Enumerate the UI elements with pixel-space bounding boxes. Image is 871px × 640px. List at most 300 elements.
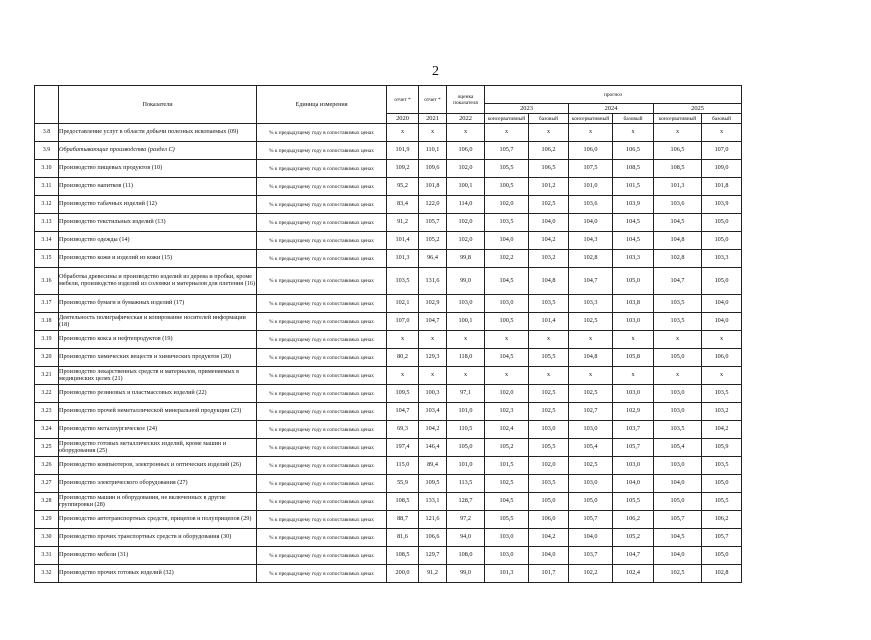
row-value: 105,0 <box>529 493 569 511</box>
forecast-table <box>34 85 742 583</box>
row-value: 106,2 <box>613 511 654 529</box>
table-header <box>35 86 742 124</box>
row-value: 102,5 <box>654 565 702 583</box>
row-value: 104,0 <box>569 529 613 547</box>
row-indicator-name: Производство табачных изделий (12) <box>59 196 257 214</box>
row-unit: % к предыдущему году в сопоставимых ценах <box>257 250 387 268</box>
row-value: 101,3 <box>654 178 702 196</box>
row-value: 101,8 <box>419 178 447 196</box>
row-value: 104,3 <box>569 232 613 250</box>
table-row <box>35 124 742 142</box>
row-value: 106,5 <box>529 160 569 178</box>
row-code: 3.15 <box>35 250 59 268</box>
row-value: x <box>419 124 447 142</box>
row-value: 122,0 <box>419 196 447 214</box>
row-unit: % к предыдущему году в сопоставимых ценах <box>257 232 387 250</box>
row-value: x <box>447 124 485 142</box>
table-row <box>35 313 742 331</box>
header-year-2025: 2025 <box>654 104 742 114</box>
row-indicator-name: Производство бумаги и бумажных изделий (17) <box>59 295 257 313</box>
row-value: 102,3 <box>485 403 529 421</box>
table-row <box>35 457 742 475</box>
row-value: 197,4 <box>387 439 419 457</box>
header-base-2025: базовый <box>702 114 742 124</box>
row-value: 101,5 <box>613 178 654 196</box>
table-row <box>35 421 742 439</box>
row-value: 103,0 <box>613 457 654 475</box>
header-conservative-2024: консервативный <box>569 114 613 124</box>
page-number: 2 <box>432 64 439 79</box>
row-value: 104,0 <box>654 475 702 493</box>
row-indicator-name: Производство одежды (14) <box>59 232 257 250</box>
row-value: 103,3 <box>613 250 654 268</box>
row-unit: % к предыдущему году в сопоставимых ценах <box>257 475 387 493</box>
row-code: 3.14 <box>35 232 59 250</box>
row-unit: % к предыдущему году в сопоставимых ценах <box>257 493 387 511</box>
row-value: 103,3 <box>702 250 742 268</box>
table-row <box>35 547 742 565</box>
row-value: 109,5 <box>419 475 447 493</box>
row-value: x <box>447 331 485 349</box>
row-unit: % к предыдущему году в сопоставимых ценах <box>257 529 387 547</box>
row-value: 105,9 <box>702 439 742 457</box>
row-value: 105,5 <box>485 160 529 178</box>
row-value: x <box>569 367 613 385</box>
row-value: 107,0 <box>387 313 419 331</box>
row-indicator-name: Производство готовых металлических изделий, кроме машин и оборудования (25) <box>59 439 257 457</box>
row-value: 103,5 <box>387 268 419 295</box>
row-value: 105,2 <box>485 439 529 457</box>
row-code: 3.25 <box>35 439 59 457</box>
row-value: 104,7 <box>419 313 447 331</box>
row-indicator-name: Производство прочей неметаллической минеральной продукции (23) <box>59 403 257 421</box>
row-indicator-name: Производство лекарственных средств и материалов, применяемых в медицинских целях (21) <box>59 367 257 385</box>
row-value: 103,5 <box>529 295 569 313</box>
row-value: 102,5 <box>529 385 569 403</box>
row-indicator-name: Производство напитков (11) <box>59 178 257 196</box>
row-value: 101,0 <box>447 403 485 421</box>
row-value: 114,0 <box>447 196 485 214</box>
row-value: 105,7 <box>613 439 654 457</box>
row-value: 99,0 <box>447 268 485 295</box>
row-value: 104,7 <box>387 403 419 421</box>
row-value: 99,0 <box>447 565 485 583</box>
row-value: 103,0 <box>485 295 529 313</box>
row-value: 118,0 <box>447 349 485 367</box>
row-value: 102,0 <box>529 457 569 475</box>
row-value: 108,5 <box>387 493 419 511</box>
row-value: 104,5 <box>613 232 654 250</box>
row-value: 104,8 <box>529 268 569 295</box>
row-value: 99,8 <box>447 250 485 268</box>
table-row <box>35 439 742 457</box>
row-value: 103,6 <box>654 196 702 214</box>
row-code: 3.16 <box>35 268 59 295</box>
row-value: 106,0 <box>702 349 742 367</box>
row-value: 104,2 <box>529 529 569 547</box>
row-value: 103,0 <box>569 475 613 493</box>
row-indicator-name: Производство текстильных изделий (13) <box>59 214 257 232</box>
row-value: 101,8 <box>702 178 742 196</box>
row-value: 109,2 <box>387 160 419 178</box>
row-indicator-name: Предоставление услуг в области добычи полезных ископаемых (09) <box>59 124 257 142</box>
row-value: 109,5 <box>387 385 419 403</box>
row-value: x <box>654 367 702 385</box>
row-value: 105,7 <box>569 511 613 529</box>
row-value: 103,0 <box>654 457 702 475</box>
table-row <box>35 232 742 250</box>
table-row <box>35 214 742 232</box>
row-value: 115,0 <box>387 457 419 475</box>
row-code: 3.13 <box>35 214 59 232</box>
row-unit: % к предыдущему году в сопоставимых ценах <box>257 403 387 421</box>
row-code: 3.30 <box>35 529 59 547</box>
row-value: 101,7 <box>529 565 569 583</box>
row-value: 105,7 <box>485 142 529 160</box>
row-value: 109,6 <box>419 160 447 178</box>
row-value: x <box>529 124 569 142</box>
row-value: 103,5 <box>654 421 702 439</box>
row-value: 104,0 <box>702 313 742 331</box>
table-row <box>35 475 742 493</box>
row-value: 104,0 <box>654 547 702 565</box>
row-code: 3.29 <box>35 511 59 529</box>
row-value: 105,0 <box>702 214 742 232</box>
row-value: 103,5 <box>654 295 702 313</box>
row-value: 102,2 <box>569 565 613 583</box>
row-indicator-name: Производство кожи и изделий из кожи (15) <box>59 250 257 268</box>
row-value: 103,9 <box>613 196 654 214</box>
row-value: 105,5 <box>702 493 742 511</box>
row-value: 102,5 <box>529 403 569 421</box>
row-value: 100,5 <box>485 313 529 331</box>
row-value: x <box>654 124 702 142</box>
row-value: 103,0 <box>613 385 654 403</box>
row-value: 102,0 <box>485 196 529 214</box>
row-value: 103,6 <box>569 196 613 214</box>
row-code: 3.17 <box>35 295 59 313</box>
row-value: 103,0 <box>485 547 529 565</box>
row-value: 101,0 <box>447 457 485 475</box>
row-value: 55,9 <box>387 475 419 493</box>
header-year-2023: 2023 <box>485 104 569 114</box>
row-value: 102,2 <box>485 250 529 268</box>
row-unit: % к предыдущему году в сопоставимых ценах <box>257 565 387 583</box>
row-value: 104,8 <box>654 232 702 250</box>
row-value: 91,2 <box>419 565 447 583</box>
row-value: 105,0 <box>702 232 742 250</box>
row-value: 101,3 <box>485 565 529 583</box>
header-report-2021: отчет * <box>419 86 447 114</box>
row-unit: % к предыдущему году в сопоставимых ценах <box>257 214 387 232</box>
row-value: 104,0 <box>702 295 742 313</box>
row-value: 105,0 <box>569 493 613 511</box>
row-value: 105,5 <box>529 349 569 367</box>
row-code: 3.19 <box>35 331 59 349</box>
row-value: 104,5 <box>654 529 702 547</box>
row-value: x <box>447 367 485 385</box>
row-value: x <box>613 367 654 385</box>
row-value: x <box>419 331 447 349</box>
row-indicator-name: Обрабатывающие производства (раздел С) <box>59 142 257 160</box>
row-value: 105,5 <box>613 493 654 511</box>
row-value: 106,2 <box>529 142 569 160</box>
row-code: 3.20 <box>35 349 59 367</box>
row-code: 3.18 <box>35 313 59 331</box>
row-value: 106,5 <box>613 142 654 160</box>
row-unit: % к предыдущему году в сопоставимых ценах <box>257 511 387 529</box>
row-value: 113,5 <box>447 475 485 493</box>
row-value: 69,3 <box>387 421 419 439</box>
row-value: x <box>702 124 742 142</box>
row-value: 105,0 <box>702 268 742 295</box>
table-row <box>35 178 742 196</box>
row-value: 103,0 <box>485 529 529 547</box>
row-value: 103,7 <box>613 421 654 439</box>
row-unit: % к предыдущему году в сопоставимых ценах <box>257 367 387 385</box>
row-value: 104,5 <box>485 493 529 511</box>
row-value: 107,0 <box>702 142 742 160</box>
row-value: 106,6 <box>419 529 447 547</box>
header-conservative-2025: консервативный <box>654 114 702 124</box>
row-value: 103,8 <box>613 295 654 313</box>
row-value: 129,3 <box>419 349 447 367</box>
row-value: 104,5 <box>613 214 654 232</box>
table-row <box>35 529 742 547</box>
table-row <box>35 511 742 529</box>
row-value: 105,5 <box>485 511 529 529</box>
row-value: 104,8 <box>569 349 613 367</box>
row-value: 105,0 <box>613 268 654 295</box>
row-value: 102,0 <box>447 160 485 178</box>
row-value: 104,0 <box>485 232 529 250</box>
row-value: 103,7 <box>569 547 613 565</box>
row-value: 103,0 <box>613 313 654 331</box>
row-value: 102,5 <box>529 196 569 214</box>
row-value: 105,5 <box>529 439 569 457</box>
row-value: x <box>613 331 654 349</box>
row-indicator-name: Производство металлургическое (24) <box>59 421 257 439</box>
table-row <box>35 142 742 160</box>
row-value: x <box>387 367 419 385</box>
row-unit: % к предыдущему году в сопоставимых ценах <box>257 124 387 142</box>
row-code: 3.22 <box>35 385 59 403</box>
row-value: 103,2 <box>702 403 742 421</box>
row-indicator-name: Производство прочих транспортных средств и оборудования (30) <box>59 529 257 547</box>
row-value: 104,0 <box>529 547 569 565</box>
row-value: 106,5 <box>654 142 702 160</box>
row-value: 103,0 <box>654 385 702 403</box>
row-code: 3.12 <box>35 196 59 214</box>
row-value: 129,7 <box>419 547 447 565</box>
row-indicator-name: Производство машин и оборудования, не включенных в другие группировки (28) <box>59 493 257 511</box>
row-value: 101,0 <box>569 178 613 196</box>
row-value: 104,0 <box>613 475 654 493</box>
table-row <box>35 160 742 178</box>
row-value: 91,2 <box>387 214 419 232</box>
row-unit: % к предыдущему году в сопоставимых ценах <box>257 196 387 214</box>
row-value: 101,9 <box>387 142 419 160</box>
row-value: 102,0 <box>447 232 485 250</box>
row-value: 103,5 <box>702 457 742 475</box>
table-row <box>35 493 742 511</box>
row-value: 104,2 <box>529 232 569 250</box>
row-value: 101,2 <box>529 178 569 196</box>
row-value: 102,1 <box>387 295 419 313</box>
row-value: x <box>613 124 654 142</box>
row-code: 3.10 <box>35 160 59 178</box>
row-value: 100,1 <box>447 178 485 196</box>
row-value: 105,2 <box>613 529 654 547</box>
row-value: 103,9 <box>702 196 742 214</box>
row-value: 100,1 <box>447 313 485 331</box>
row-value: 102,0 <box>447 214 485 232</box>
header-year-2021: 2021 <box>419 114 447 124</box>
row-code: 3.11 <box>35 178 59 196</box>
row-value: 80,2 <box>387 349 419 367</box>
row-value: 108,5 <box>387 547 419 565</box>
header-unit: Единица измерения <box>257 86 387 124</box>
row-value: 103,5 <box>485 214 529 232</box>
row-indicator-name: Деятельность полиграфическая и копирование носителей информации (18) <box>59 313 257 331</box>
row-value: 102,9 <box>613 403 654 421</box>
row-value: 105,7 <box>654 511 702 529</box>
row-value: 103,3 <box>569 295 613 313</box>
row-unit: % к предыдущему году в сопоставимых ценах <box>257 295 387 313</box>
row-indicator-name: Производство мебели (31) <box>59 547 257 565</box>
row-value: 103,0 <box>654 403 702 421</box>
row-indicator-name: Производство прочих готовых изделий (32) <box>59 565 257 583</box>
row-value: 104,2 <box>419 421 447 439</box>
row-indicator-name: Производство кокса и нефтепродуктов (19) <box>59 331 257 349</box>
row-value: 109,0 <box>702 160 742 178</box>
row-value: 108,5 <box>654 160 702 178</box>
header-year-2022: 2022 <box>447 114 485 124</box>
row-indicator-name: Обработка древесины и производство изделий из дерева и пробки, кроме мебели, производство изделий из соломки и материалов для плетения (16) <box>59 268 257 295</box>
row-unit: % к предыдущему году в сопоставимых ценах <box>257 439 387 457</box>
header-forecast: прогноз <box>485 86 742 104</box>
header-base-2023: базовый <box>529 114 569 124</box>
row-value: 200,0 <box>387 565 419 583</box>
table-row <box>35 349 742 367</box>
row-value: 104,5 <box>485 268 529 295</box>
row-indicator-name: Производство резиновых и пластмассовых изделий (22) <box>59 385 257 403</box>
row-value: 104,7 <box>613 547 654 565</box>
row-value: x <box>485 124 529 142</box>
row-unit: % к предыдущему году в сопоставимых ценах <box>257 160 387 178</box>
row-value: 104,5 <box>485 349 529 367</box>
table-row <box>35 295 742 313</box>
row-value: 105,0 <box>702 547 742 565</box>
row-code: 3.9 <box>35 142 59 160</box>
row-value: x <box>485 367 529 385</box>
row-value: 102,5 <box>485 475 529 493</box>
row-value: 96,4 <box>419 250 447 268</box>
row-value: 105,0 <box>702 475 742 493</box>
row-value: 103,5 <box>702 385 742 403</box>
row-value: 102,8 <box>569 250 613 268</box>
table-row <box>35 565 742 583</box>
row-value: 102,4 <box>485 421 529 439</box>
row-unit: % к предыдущему году в сопоставимых ценах <box>257 331 387 349</box>
row-value: 106,0 <box>569 142 613 160</box>
row-value: 95,2 <box>387 178 419 196</box>
row-value: x <box>387 331 419 349</box>
table-row <box>35 331 742 349</box>
row-value: 106,0 <box>529 511 569 529</box>
row-code: 3.8 <box>35 124 59 142</box>
row-value: 105,0 <box>654 493 702 511</box>
row-value: x <box>569 124 613 142</box>
header-conservative-2023: консервативный <box>485 114 529 124</box>
row-indicator-name: Производство химических веществ и химических продуктов (20) <box>59 349 257 367</box>
row-value: 107,5 <box>569 160 613 178</box>
row-unit: % к предыдущему году в сопоставимых ценах <box>257 313 387 331</box>
row-value: 105,4 <box>654 439 702 457</box>
row-indicator-name: Производство автотранспортных средств, прицепов и полуприцепов (29) <box>59 511 257 529</box>
row-code: 3.23 <box>35 403 59 421</box>
row-value: 128,7 <box>447 493 485 511</box>
row-value: 108,5 <box>613 160 654 178</box>
row-value: 89,4 <box>419 457 447 475</box>
row-value: 133,1 <box>419 493 447 511</box>
row-indicator-name: Производство компьютеров, электронных и оптических изделий (26) <box>59 457 257 475</box>
row-unit: % к предыдущему году в сопоставимых ценах <box>257 457 387 475</box>
table-row <box>35 250 742 268</box>
row-value: x <box>529 367 569 385</box>
row-value: 103,0 <box>569 421 613 439</box>
row-value: 100,5 <box>485 178 529 196</box>
row-value: 110,1 <box>419 142 447 160</box>
row-value: 103,5 <box>654 313 702 331</box>
row-value: 146,4 <box>419 439 447 457</box>
row-value: 102,5 <box>569 457 613 475</box>
row-code: 3.27 <box>35 475 59 493</box>
row-unit: % к предыдущему году в сопоставимых ценах <box>257 349 387 367</box>
row-unit: % к предыдущему году в сопоставимых ценах <box>257 178 387 196</box>
table-row <box>35 268 742 295</box>
row-code: 3.31 <box>35 547 59 565</box>
row-value: 105,8 <box>613 349 654 367</box>
row-code: 3.32 <box>35 565 59 583</box>
row-value: 106,2 <box>702 511 742 529</box>
row-value: 100,3 <box>419 385 447 403</box>
row-value: x <box>387 124 419 142</box>
row-code: 3.21 <box>35 367 59 385</box>
row-value: x <box>569 331 613 349</box>
row-value: 106,0 <box>447 142 485 160</box>
table-row <box>35 196 742 214</box>
table-row <box>35 367 742 385</box>
row-value: 110,5 <box>447 421 485 439</box>
row-value: 108,0 <box>447 547 485 565</box>
row-value: 101,4 <box>529 313 569 331</box>
row-value: 102,8 <box>654 250 702 268</box>
header-report-2020: отчет * <box>387 86 419 114</box>
row-value: 104,5 <box>654 214 702 232</box>
row-value: 83,4 <box>387 196 419 214</box>
row-value: x <box>485 331 529 349</box>
row-indicator-name: Производство пищевых продуктов (10) <box>59 160 257 178</box>
row-value: 102,0 <box>485 385 529 403</box>
row-unit: % к предыдущему году в сопоставимых ценах <box>257 547 387 565</box>
row-value: 101,4 <box>387 232 419 250</box>
row-value: x <box>529 331 569 349</box>
row-value: x <box>702 331 742 349</box>
row-value: 104,7 <box>654 268 702 295</box>
row-value: 103,4 <box>419 403 447 421</box>
table-body <box>35 124 742 583</box>
